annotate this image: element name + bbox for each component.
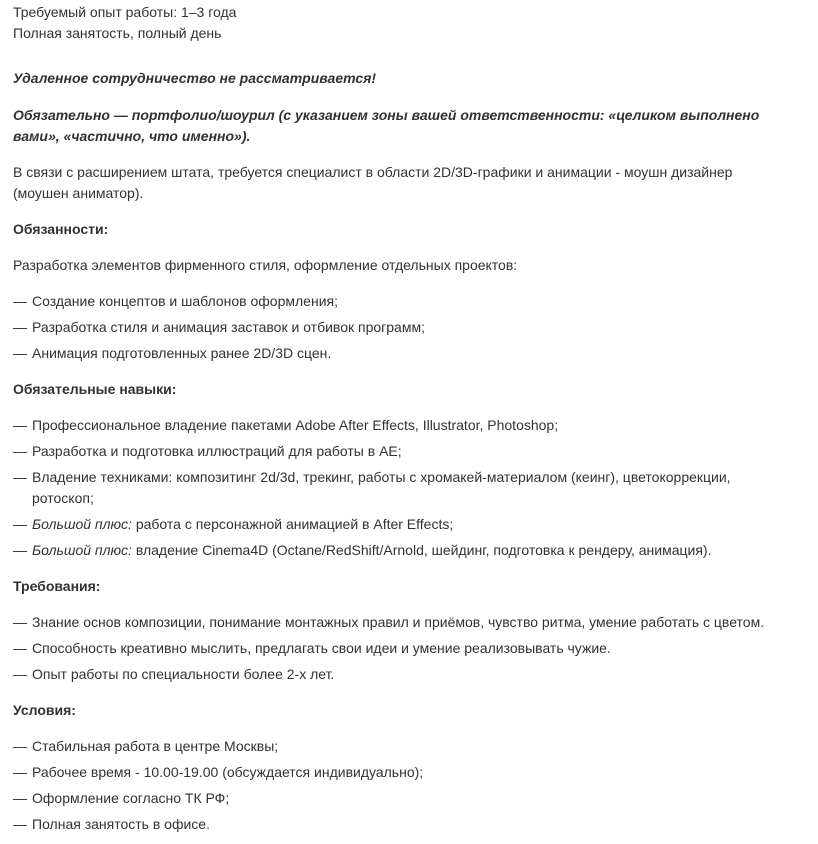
- requirements-list: [13, 612, 803, 685]
- list-item: [13, 814, 803, 835]
- dash-mark: —: [13, 640, 27, 656]
- dash-mark: —: [13, 516, 27, 532]
- dash-mark: —: [13, 469, 27, 485]
- list-item-text: Полная занятость в офисе.: [32, 816, 210, 832]
- list-item: [13, 317, 803, 338]
- list-item: [13, 736, 803, 757]
- conditions-heading: Условия:: [13, 702, 76, 718]
- list-item-text: Профессиональное владение пакетами Adobe After Effects, Illustrator, Photoshop;: [32, 417, 559, 433]
- dash-mark: —: [13, 790, 27, 806]
- notice-portfolio: Обязательно — портфолио/шоурил (с указанием зоны вашей ответственности: «целиком выполнено вами», «частично, что именно»).: [13, 107, 760, 144]
- duties-lead: Разработка элементов фирменного стиля, оформление отдельных проектов:: [13, 257, 518, 273]
- list-item: [13, 664, 803, 685]
- list-item: [13, 540, 773, 561]
- experience-text: Требуемый опыт работы: 1–3 года: [13, 4, 237, 20]
- dash-mark: —: [13, 417, 27, 433]
- dash-mark: —: [13, 666, 27, 682]
- list-item: [13, 467, 773, 509]
- list-item: [13, 441, 773, 462]
- requirements-heading: Требования:: [13, 578, 101, 594]
- list-item-text: Анимация подготовленных ранее 2D/3D сцен.: [32, 345, 332, 361]
- list-item-text: Опыт работы по специальности более 2-х лет.: [32, 666, 335, 682]
- plus-label: Большой плюс:: [32, 516, 132, 532]
- list-item: [13, 291, 803, 312]
- list-item-text: Способность креативно мыслить, предлагать свои идеи и умение реализовывать чужие.: [32, 640, 611, 656]
- list-item: [13, 788, 803, 809]
- list-item: [13, 762, 803, 783]
- dash-mark: —: [13, 764, 27, 780]
- dash-mark: —: [13, 293, 27, 309]
- list-item: [13, 415, 773, 436]
- dash-mark: —: [13, 614, 27, 630]
- dash-mark: —: [13, 443, 27, 459]
- list-item: [13, 612, 803, 633]
- employment-text: Полная занятость, полный день: [13, 25, 222, 41]
- list-item: [13, 638, 803, 659]
- list-item-text: Разработка стиля и анимация заставок и отбивок программ;: [32, 319, 425, 335]
- list-item-text: Оформление согласно ТК РФ;: [32, 790, 230, 806]
- dash-mark: —: [13, 542, 27, 558]
- dash-mark: —: [13, 319, 27, 335]
- dash-mark: —: [13, 816, 27, 832]
- skills-heading: Обязательные навыки:: [13, 381, 177, 397]
- list-item-text: Рабочее время - 10.00-19.00 (обсуждается индивидуально);: [32, 764, 424, 780]
- list-item: [13, 514, 773, 535]
- list-item-text: Знание основ композиции, понимание монтажных правил и приёмов, чувство ритма, умение работать с цветом.: [32, 614, 765, 630]
- dash-mark: —: [13, 738, 27, 754]
- duties-list: [13, 291, 803, 364]
- conditions-list: [13, 736, 803, 835]
- description-text: В связи с расширением штата, требуется специалист в области 2D/3D-графики и анимации - моушн дизайнер (моушен аниматор).: [13, 164, 733, 201]
- list-item: [13, 343, 803, 364]
- list-item-text: владение Cinema4D (Octane/RedShift/Arnold, шейдинг, подготовка к рендеру, анимация).: [131, 542, 712, 558]
- list-item-text: Владение техниками: композитинг 2d/3d, трекинг, работы с хромакей-материалом (кеинг), цветокоррекции, ротоскоп;: [32, 469, 731, 506]
- plus-label: Большой плюс:: [32, 542, 132, 558]
- notice-remote: Удаленное сотрудничество не рассматривается!: [13, 70, 377, 86]
- dash-mark: —: [13, 345, 27, 361]
- list-item-text: Стабильная работа в центре Москвы;: [32, 738, 279, 754]
- intro-block: [13, 2, 236, 44]
- list-item-text: Разработка и подготовка иллюстраций для работы в AE;: [32, 443, 402, 459]
- skills-list: [13, 415, 773, 561]
- duties-heading: Обязанности:: [13, 221, 109, 237]
- list-item-text: работа с персонажной анимацией в After Effects;: [131, 516, 454, 532]
- list-item-text: Создание концептов и шаблонов оформления;: [32, 293, 338, 309]
